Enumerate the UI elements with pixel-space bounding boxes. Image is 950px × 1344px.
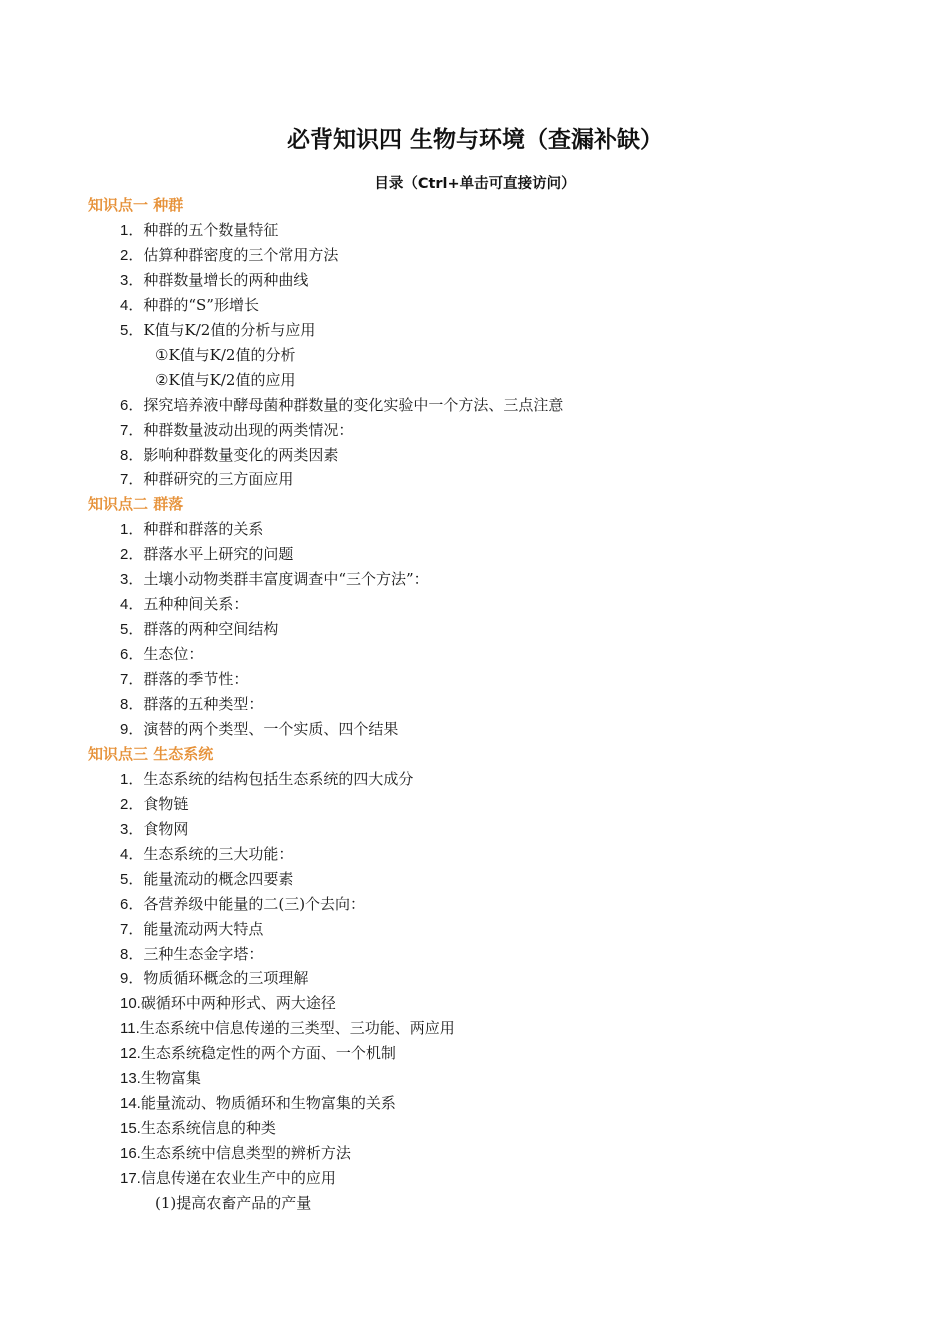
toc-item-text: ①K值与K/2值的分析	[155, 345, 296, 364]
toc-subitem[interactable]	[155, 343, 295, 367]
toc-item[interactable]	[120, 268, 308, 292]
toc-item-number: 5．	[120, 621, 144, 639]
toc-item-text: 种群数量波动出现的两类情况：	[143, 420, 354, 439]
toc-item-text: 能量流动、物质循环和生物富集的关系	[140, 1094, 396, 1113]
toc-item-number: 5．	[120, 870, 144, 888]
toc-item[interactable]	[120, 892, 365, 916]
toc-item-text: 群落的五种类型：	[143, 695, 264, 713]
toc-heading: 目录（Ctrl+单击可直接访问）	[374, 176, 576, 192]
toc-item-text: 估算种群密度的三个常用方法	[143, 245, 339, 264]
toc-item[interactable]	[120, 467, 293, 491]
toc-item[interactable]	[120, 1066, 201, 1090]
toc-item[interactable]	[120, 917, 263, 941]
toc-item[interactable]	[120, 692, 263, 716]
toc-item-text: 生态系统中信息类型的辨析方法	[140, 1144, 351, 1163]
toc-item-text: 种群的五个数量特征	[143, 220, 279, 239]
toc-item-text: 生态位：	[143, 645, 204, 664]
toc-item-text: ②K值与K/2值的应用	[155, 370, 296, 389]
toc-item-number: 2．	[120, 795, 144, 813]
toc-item[interactable]	[120, 443, 338, 467]
toc-item-number: 6．	[120, 396, 144, 414]
toc-item-number: 7．	[120, 471, 144, 489]
toc-item-number: 4．	[120, 845, 144, 863]
toc-item-text: 食物链	[143, 794, 189, 813]
toc-item-number: 14.	[120, 1095, 141, 1113]
toc-item[interactable]	[120, 842, 293, 866]
toc-item-text: 生态系统的结构包括生态系统的四大成分	[143, 769, 414, 788]
toc-item[interactable]	[120, 1091, 396, 1115]
toc-item[interactable]	[120, 517, 263, 541]
toc-item-number: 1．	[120, 770, 144, 788]
toc-item-text: 五种种间关系：	[143, 595, 249, 614]
toc-item-number: 11.	[120, 1020, 140, 1038]
toc-item-text: 演替的两个类型、一个实质、四个结果	[143, 719, 399, 738]
toc-item-text: 土壤小动物类群丰富度调查中“三个方法”：	[143, 570, 429, 589]
toc-subitem[interactable]	[155, 368, 295, 392]
toc-item[interactable]	[120, 617, 278, 641]
toc-item-text: 生态系统信息的种类	[140, 1119, 276, 1138]
toc-item-text: 群落的两种空间结构	[143, 620, 279, 639]
toc-section-1[interactable]: 知识点一 种群	[88, 196, 184, 214]
toc-item-number: 12.	[120, 1045, 141, 1063]
toc-item[interactable]	[120, 966, 308, 990]
toc-item-text: 物质循环概念的三项理解	[143, 969, 309, 988]
toc-item-number: 16.	[120, 1145, 141, 1163]
toc-item[interactable]	[120, 1116, 276, 1140]
toc-item-text: 生态系统稳定性的两个方面、一个机制	[140, 1044, 396, 1063]
toc-subitem[interactable]	[155, 1191, 311, 1215]
toc-item-number: 9．	[120, 720, 144, 738]
toc-item-text: 碳循环中两种形式、两大途径	[140, 994, 336, 1013]
toc-item[interactable]	[120, 1041, 396, 1065]
toc-item-text: 群落的季节性：	[143, 670, 249, 689]
toc-item-text: 探究培养液中酵母菌种群数量的变化实验中一个方法、三点注意	[143, 395, 564, 414]
toc-item-number: 6．	[120, 646, 144, 664]
toc-item-number: 2．	[120, 246, 144, 264]
toc-item-number: 6．	[120, 895, 144, 913]
toc-item-number: 7．	[120, 671, 144, 689]
toc-item-text: K值与K/2值的分析与应用	[143, 320, 316, 339]
toc-item-text: 能量流动两大特点	[143, 919, 264, 938]
toc-item[interactable]	[120, 942, 263, 966]
toc-item-text: 群落水平上研究的问题	[143, 545, 294, 564]
toc-item[interactable]	[120, 592, 248, 616]
toc-item[interactable]	[120, 991, 336, 1015]
toc-item-number: 4．	[120, 596, 144, 614]
toc-item[interactable]	[120, 642, 203, 666]
toc-section-2[interactable]: 知识点二 群落	[88, 495, 184, 514]
toc-item[interactable]	[120, 393, 563, 417]
toc-item-text: 种群的“S”形增长	[143, 295, 259, 314]
toc-item-number: 13.	[120, 1070, 141, 1088]
toc-item[interactable]	[120, 817, 188, 841]
toc-item[interactable]	[120, 667, 248, 691]
toc-item[interactable]	[120, 542, 293, 566]
toc-item-text: 信息传递在农业生产中的应用	[140, 1169, 336, 1188]
toc-item[interactable]	[120, 717, 398, 741]
toc-item[interactable]	[120, 243, 338, 267]
toc-item-number: 8．	[120, 696, 144, 713]
toc-item-number: 7．	[120, 421, 144, 439]
toc-item-number: 15.	[120, 1120, 141, 1138]
toc-item-number: 1．	[120, 521, 144, 539]
toc-item-number: 8．	[120, 945, 144, 963]
toc-item-number: 3．	[120, 820, 144, 838]
toc-item-text: 食物网	[143, 819, 189, 838]
toc-item[interactable]	[120, 293, 259, 317]
toc-item-number: 5．	[120, 321, 144, 339]
toc-item-number: 9．	[120, 970, 144, 988]
toc-item-text: 种群和群落的关系	[143, 520, 264, 539]
document-title: 必背知识四 生物与环境（查漏补缺）	[286, 127, 663, 153]
toc-item[interactable]	[120, 1166, 336, 1190]
toc-item[interactable]	[120, 318, 315, 342]
toc-item-text: 三种生态金字塔：	[143, 944, 264, 963]
toc-item-number: 10.	[120, 995, 141, 1013]
toc-item[interactable]	[120, 1141, 351, 1165]
toc-item-text: 种群研究的三方面应用	[143, 470, 294, 489]
toc-item-number: 17.	[120, 1170, 141, 1188]
toc-item-text: 生物富集	[140, 1069, 201, 1088]
toc-item[interactable]	[120, 418, 353, 442]
toc-item-text: 生态系统中信息传递的三类型、三功能、两应用	[139, 1019, 455, 1038]
toc-item[interactable]	[120, 792, 188, 816]
toc-item[interactable]	[120, 867, 293, 891]
toc-item-text: 生态系统的三大功能：	[143, 844, 294, 863]
toc-item-number: 7．	[120, 920, 144, 938]
toc-item[interactable]	[120, 767, 413, 791]
toc-item-number: 2．	[120, 546, 144, 564]
toc-item-number: 8．	[120, 446, 144, 464]
toc-item-text: (1)提高农畜产品的产量	[155, 1194, 312, 1212]
toc-item-number: 3．	[120, 571, 144, 589]
toc-item-number: 1．	[120, 221, 144, 239]
toc-item[interactable]	[120, 1016, 455, 1040]
toc-item-text: 能量流动的概念四要素	[143, 869, 294, 888]
toc-item[interactable]	[120, 218, 278, 242]
toc-item-text: 种群数量增长的两种曲线	[143, 270, 309, 289]
toc-section-3[interactable]: 知识点三 生态系统	[88, 744, 214, 763]
toc-item-text: 各营养级中能量的二(三)个去向：	[143, 894, 366, 913]
toc-item-number: 3．	[120, 271, 144, 289]
toc-item-text: 影响种群数量变化的两类因素	[143, 445, 339, 464]
toc-item[interactable]	[120, 567, 429, 591]
toc-item-number: 4．	[120, 296, 144, 314]
